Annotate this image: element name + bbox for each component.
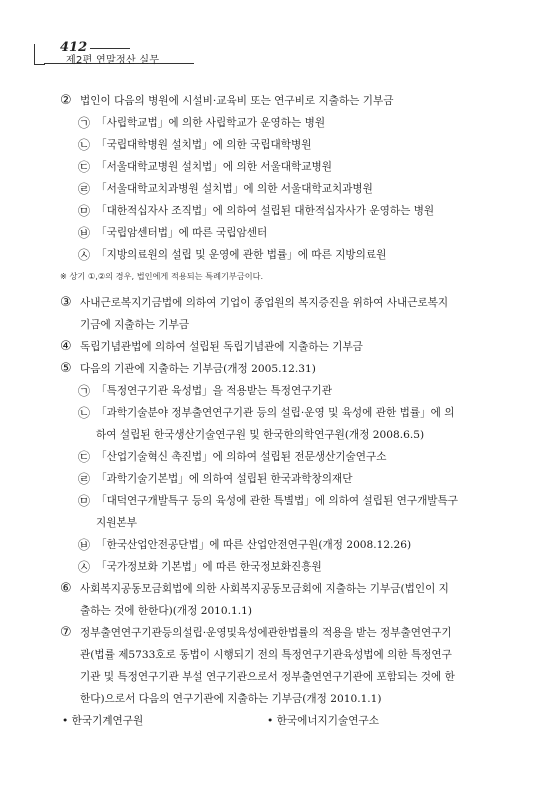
sub-item — [60, 556, 500, 578]
page-content — [60, 90, 500, 732]
sub-item — [60, 200, 500, 222]
sub-item-mark: ㉥ — [78, 538, 91, 552]
sub-item-line: 「과학기술분야 정부출연연구기관 등의 설립·운영 및 육성에 관한 법률」에 의 — [96, 407, 455, 419]
footnote: ※ 상기 ①,②의 경우, 법인에게 적용되는 특례기부금이다. — [60, 271, 264, 281]
item-line: 다음의 기관에 지출하는 기부금(개정 2005.12.31) — [80, 363, 316, 375]
item-number: ⑥ — [60, 581, 72, 596]
list-item — [60, 292, 500, 336]
sub-item-line: 「과학기술기본법」에 의하여 설립된 한국과학창의재단 — [96, 473, 353, 485]
sub-item — [60, 468, 500, 490]
item-number: ⑤ — [60, 361, 72, 376]
list-item — [60, 358, 500, 380]
sub-item-mark: ㉢ — [78, 450, 91, 464]
bullet-list — [60, 710, 500, 732]
item-line: 기관 및 특정연구기관 부설 연구기관으로서 정부출연연구기관에 포함되는 것에 한 — [80, 671, 455, 683]
bullet-item: • 한국기계연구원 — [62, 715, 144, 727]
sub-item-text: 「지방의료원의 설립 및 운영에 관한 법률」에 따른 지방의료원 — [96, 249, 387, 261]
sub-item-text: 「국립암센터법」에 따른 국립암센터 — [96, 227, 268, 239]
sub-item-mark: ㉣ — [78, 472, 91, 486]
sub-item-mark: ㉤ — [78, 204, 91, 218]
sub-item-line: 「국가정보화 기본법」에 따른 한국정보화진흥원 — [96, 561, 322, 573]
item-line: 독립기념관법에 의하여 설립된 독립기념관에 지출하는 기부금 — [80, 341, 363, 353]
list-item — [60, 578, 500, 622]
sub-item-mark: ㉣ — [78, 182, 91, 196]
item-line: 사내근로복지기금법에 의하여 기업이 종업원의 복지증진을 위하여 사내근로복지 — [80, 297, 449, 309]
item-line: 출하는 것에 한한다)(개정 2010.1.1) — [80, 605, 253, 617]
sub-item-text: 「대한적십자사 조직법」에 의하여 설립된 대한적십자사가 운영하는 병원 — [96, 205, 435, 217]
sub-item-line: 「특정연구기관 육성법」을 적용받는 특정연구기관 — [96, 385, 332, 397]
sub-item — [60, 446, 500, 468]
list-item — [60, 336, 500, 358]
sub-item-mark: ㉢ — [78, 160, 91, 174]
item-number: ④ — [60, 339, 72, 354]
sub-item-line: 「산업기술혁신 촉진법」에 의하여 설립된 전문생산기술연구소 — [96, 451, 387, 463]
sub-item — [60, 178, 500, 200]
sub-item — [60, 156, 500, 178]
item-text: 법인이 다음의 병원에 시설비·교육비 또는 연구비로 지출하는 기부금 — [80, 95, 394, 107]
sub-item — [60, 112, 500, 134]
sub-item-text: 「서울대학교병원 설치법」에 의한 서울대학교병원 — [96, 161, 332, 173]
item-number: ② — [60, 93, 72, 108]
item-line: 한다)으로서 다음의 연구기관에 지출하는 기부금(개정 2010.1.1) — [80, 693, 382, 705]
item-number: ⑦ — [60, 625, 72, 640]
sub-item-mark: ㉡ — [78, 138, 91, 152]
page-header — [34, 38, 194, 68]
item-line: 사회복지공동모금회법에 의한 사회복지공동모금회에 지출하는 기부금(법인이 지 — [80, 583, 449, 595]
item-line: 관(법률 제5733호로 동법이 시행되기 전의 특정연구기관육성법에 의한 특정연구 — [80, 649, 452, 661]
sub-item — [60, 402, 500, 446]
sub-item-text: 「국립대학병원 설치법」에 의한 국립대학병원 — [96, 139, 312, 151]
header-bracket — [34, 44, 45, 65]
sub-item-mark: ㉤ — [78, 494, 91, 508]
sub-item — [60, 490, 500, 534]
sub-item-mark: ㉦ — [78, 560, 91, 574]
sub-item — [60, 134, 500, 156]
item-number: ③ — [60, 295, 72, 310]
list-item — [60, 90, 500, 112]
sub-item-mark: ㉠ — [78, 116, 91, 130]
chapter-title: 제2편 연말정산 실무 — [66, 55, 160, 66]
sub-item-mark: ㉥ — [78, 226, 91, 240]
sub-item-line: 지원본부 — [96, 517, 137, 529]
sub-item — [60, 244, 500, 266]
sub-item — [60, 222, 500, 244]
sub-item-line: 「한국산업안전공단법」에 따른 산업안전연구원(개정 2008.12.26) — [96, 539, 412, 551]
sub-item-text: 「서울대학교치과병원 설치법」에 의한 서울대학교치과병원 — [96, 183, 373, 195]
sub-item-line: 「대덕연구개발특구 등의 육성에 관한 특별법」에 의하여 설립된 연구개발특구 — [96, 495, 458, 507]
sub-item — [60, 534, 500, 556]
header-rule-top — [90, 48, 130, 49]
sub-item-mark: ㉦ — [78, 248, 91, 262]
sub-item-line: 하여 설립된 한국생산기술연구원 및 한국한의학연구원(개정 2008.6.5) — [96, 429, 425, 441]
item-line: 정부출연연구기관등의설립·운영및육성에관한법률의 적용을 받는 정부출연연구기 — [80, 627, 452, 639]
list-item — [60, 622, 500, 710]
bullet-item: • 한국에너지기술연구소 — [267, 715, 379, 727]
sub-item-mark: ㉠ — [78, 384, 91, 398]
sub-item-mark: ㉡ — [78, 406, 91, 420]
page-number: 412 — [60, 40, 88, 55]
sub-item-text: 「사립학교법」에 의한 사립학교가 운영하는 병원 — [96, 117, 326, 129]
item-line: 기금에 지출하는 기부금 — [80, 319, 190, 331]
sub-item — [60, 380, 500, 402]
